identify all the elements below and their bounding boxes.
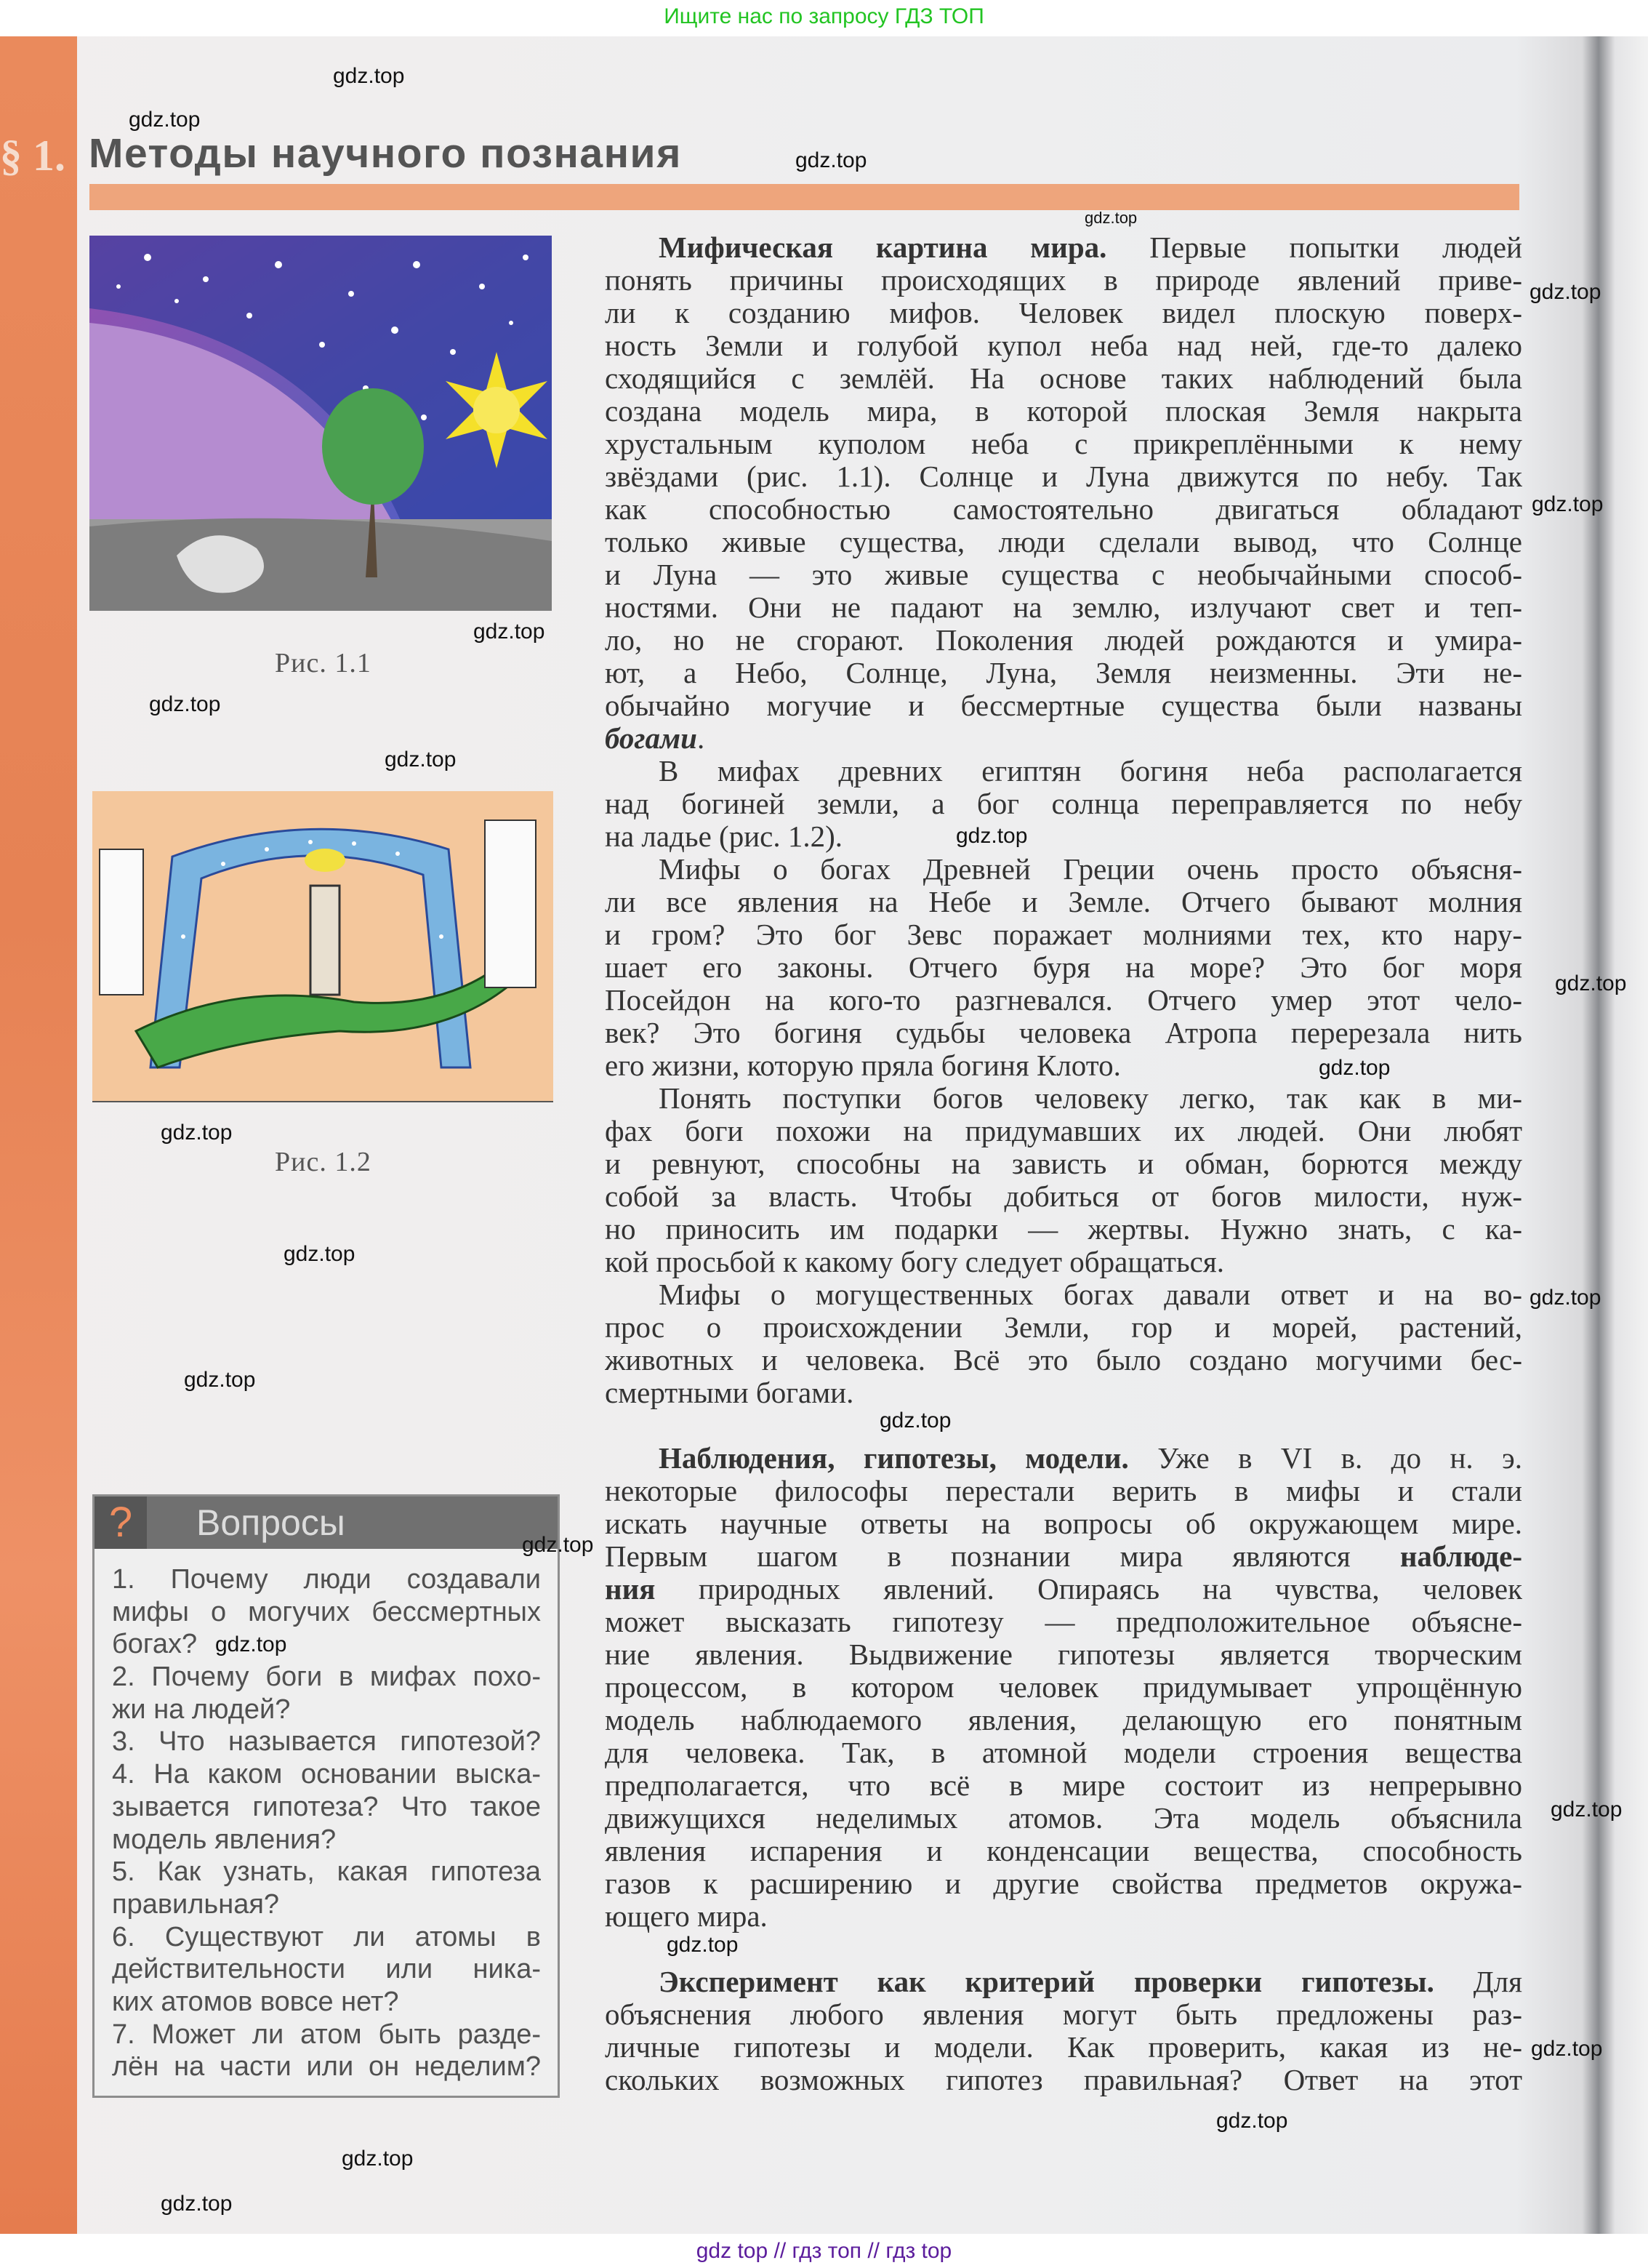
- text-line: [605, 755, 1522, 788]
- text-segment: на ладье (рис. 1.2).: [605, 820, 843, 853]
- text-line: [605, 1900, 1522, 1933]
- question-line: 1. Почему люди создавали: [112, 1564, 541, 1595]
- watermark-text: gdz.top: [1319, 1056, 1391, 1080]
- text-segment: может высказать гипотезу — предположительное объясне-: [605, 1606, 1522, 1638]
- text-line: [605, 526, 1522, 558]
- question-line: жи на людей?: [112, 1694, 291, 1725]
- text-segment: .: [696, 722, 705, 755]
- paragraph-gap: [605, 1409, 1522, 1442]
- text-segment: сходящийся с землёй. На основе таких наблюдений была: [605, 362, 1522, 395]
- text-line: [605, 1704, 1522, 1736]
- watermark-text: gdz.top: [1530, 1286, 1601, 1310]
- text-segment: ло, но не сгорают. Поколения людей рождаются и умира-: [605, 624, 1522, 657]
- text-line: [605, 1147, 1522, 1180]
- question-line: правильная?: [112, 1888, 280, 1920]
- question-line: богах?: [112, 1629, 198, 1660]
- question-line: действительности или ника-: [112, 1954, 541, 1985]
- text-segment: Посейдон на кого-то разгневался. Отчего умер этот чело-: [605, 984, 1522, 1017]
- text-segment: Понять поступки богов человеку легко, так как в ми-: [659, 1082, 1522, 1115]
- watermark-text: gdz.top: [1551, 1798, 1623, 1822]
- watermark-text: gdz.top: [956, 824, 1028, 848]
- questions-box: [92, 1494, 560, 2098]
- text-line: [605, 1213, 1522, 1246]
- text-segment: но приносить им подарки — жертвы. Нужно знать, с ка-: [605, 1213, 1522, 1246]
- text-line: [605, 395, 1522, 428]
- question-line: 6. Существуют ли атомы в: [112, 1921, 541, 1952]
- text-line: [605, 1540, 1522, 1573]
- text-line: [605, 1442, 1522, 1475]
- text-segment: движущихся неделимых атомов. Эта модель объяснила: [605, 1802, 1522, 1835]
- text-segment: природных явлений. Опираясь на чувства, человек: [655, 1573, 1522, 1606]
- text-line: [605, 1017, 1522, 1049]
- text-line: [605, 624, 1522, 657]
- orange-side-strip: [0, 36, 77, 2234]
- question-line: 7. Может ли атом быть разде-: [112, 2019, 541, 2050]
- text-line: [605, 1736, 1522, 1769]
- watermark-text: gdz.top: [1216, 2109, 1288, 2133]
- emphasis-text: Мифическая картина мира.: [659, 231, 1107, 264]
- figure-1-2-image: [92, 791, 553, 1102]
- text-line: [605, 1377, 1522, 1409]
- text-line: [605, 853, 1522, 886]
- text-segment: шает его законы. Отчего буря на море? Это бог моря: [605, 951, 1522, 984]
- text-line: [605, 1246, 1522, 1278]
- text-line: [605, 1769, 1522, 1802]
- emphasis-text: Наблюдения, гипотезы, модели.: [659, 1442, 1129, 1475]
- text-segment: только живые существа, люди сделали вывод, что Солнце: [605, 526, 1522, 558]
- emphasis-text: ния: [605, 1573, 656, 1606]
- text-segment: век? Это богиня судьбы человека Атропа перерезала нить: [605, 1017, 1522, 1049]
- text-segment: прос о происхождении Земли, гор и морей, растений,: [605, 1311, 1522, 1344]
- text-line: [605, 1507, 1522, 1540]
- text-segment: собой за власть. Чтобы добиться от богов милости, нуж-: [605, 1180, 1522, 1213]
- text-segment: понять причины происходящих в природе явлений приве-: [605, 264, 1522, 297]
- figure-1-2-caption: Рис. 1.2: [275, 1147, 371, 1177]
- question-line: зывается гипотеза? Что такое: [112, 1791, 541, 1822]
- main-text-column: [605, 231, 1522, 2096]
- question-line: 4. На каком основании выска-: [112, 1759, 541, 1790]
- questions-list: [112, 1563, 541, 2083]
- question-line: мифы о могучих бессмертных: [112, 1596, 541, 1627]
- text-line: [605, 460, 1522, 493]
- text-segment: ность Земли и голубой купол неба над ней, где-то далеко: [605, 329, 1522, 362]
- text-line: [605, 1671, 1522, 1704]
- question-line: 3. Что называется гипотезой?: [112, 1726, 541, 1758]
- text-line: [605, 231, 1522, 264]
- watermark-text: gdz.top: [473, 620, 545, 644]
- figure-1-1-image: [89, 236, 552, 611]
- paragraph-gap: [605, 1933, 1522, 1966]
- text-segment: фах боги похожи на придумавших их людей. Они любят: [605, 1115, 1522, 1147]
- text-line: [605, 1082, 1522, 1115]
- text-line: [605, 2031, 1522, 2064]
- watermark-text: gdz.top: [880, 1409, 952, 1432]
- text-segment: и Луна — это живые существа с необычайными способ-: [605, 558, 1522, 591]
- text-segment: ли к созданию мифов. Человек видел плоскую поверх-: [605, 297, 1522, 329]
- text-line: [605, 1311, 1522, 1344]
- question-line: 5. Как узнать, какая гипотеза: [112, 1856, 541, 1888]
- text-line: [605, 1606, 1522, 1638]
- text-line: [605, 1638, 1522, 1671]
- text-segment: кой просьбой к какому богу следует обращаться.: [605, 1246, 1224, 1278]
- watermark-text: gdz.top: [522, 1533, 594, 1557]
- text-segment: создана модель мира, в которой плоская Земля накрыта: [605, 395, 1522, 428]
- watermark-text: gdz.top: [795, 148, 867, 172]
- text-line: [605, 428, 1522, 460]
- text-segment: газов к расширению и другие свойства предметов окружа-: [605, 1867, 1522, 1900]
- text-line: [605, 722, 1522, 755]
- questions-header: [95, 1496, 558, 1549]
- text-segment: и ревнуют, способны на зависть и обман, борются между: [605, 1147, 1522, 1180]
- watermark-text: gdz.top: [129, 108, 201, 132]
- text-line: [605, 788, 1522, 820]
- watermark-text: gdz.top: [184, 1368, 256, 1392]
- text-segment: предполагается, что всё в мире состоит из непрерывно: [605, 1769, 1522, 1802]
- text-segment: хрустальным куполом неба с прикреплёнными к нему: [605, 428, 1522, 460]
- watermark-text: gdz.top: [667, 1933, 739, 1957]
- watermark-text: gdz.top: [215, 1632, 287, 1656]
- text-segment: искать научные ответы на вопросы об окружающем мире.: [605, 1507, 1522, 1540]
- text-segment: как способностью самостоятельно двигаться обладают: [605, 493, 1522, 526]
- text-segment: животных и человека. Всё это было создано могучими бес-: [605, 1344, 1522, 1377]
- text-segment: личные гипотезы и модели. Как проверить, какая из не-: [605, 2031, 1522, 2064]
- questions-title: Вопросы: [196, 1502, 345, 1543]
- text-line: [605, 558, 1522, 591]
- text-line: [605, 1867, 1522, 1900]
- text-segment: модель наблюдаемого явления, делающую его понятным: [605, 1704, 1522, 1736]
- text-segment: объяснения любого явления могут быть предложены раз-: [605, 1998, 1522, 2031]
- text-line: [605, 1475, 1522, 1507]
- text-segment: скольких возможных гипотез правильная? Ответ на этот: [605, 2064, 1522, 2096]
- text-line: [605, 329, 1522, 362]
- text-segment: Мифы о могущественных богах давали ответ и на во-: [659, 1278, 1522, 1311]
- question-line: модель явления?: [112, 1824, 337, 1855]
- text-line: [605, 820, 1522, 853]
- text-segment: смертными богами.: [605, 1377, 854, 1409]
- text-segment: над богиней земли, а бог солнца переправляется по небу: [605, 788, 1522, 820]
- text-segment: обычайно могучие и бессмертные существа были названы: [605, 689, 1522, 722]
- bottom-footer: [0, 2234, 1648, 2268]
- text-segment: ли все явления на Небе и Земле. Отчего бывают молния: [605, 886, 1522, 918]
- text-segment: и гром? Это бог Зевс поражает молниями тех, кто нару-: [605, 918, 1522, 951]
- watermark-text: gdz.top: [385, 748, 457, 772]
- text-line: [605, 1966, 1522, 1998]
- watermark-text: gdz.top: [161, 1121, 233, 1145]
- text-segment: процессом, в котором человек придумывает упрощённую: [605, 1671, 1522, 1704]
- emphasis-text: наблюде-: [1399, 1540, 1522, 1573]
- text-segment: звёздами (рис. 1.1). Солнце и Луна движутся по небу. Так: [605, 460, 1522, 493]
- emphasis-text: богами: [605, 722, 697, 755]
- text-line: [605, 591, 1522, 624]
- text-line: [605, 1278, 1522, 1311]
- text-line: [605, 951, 1522, 984]
- text-line: [605, 1998, 1522, 2031]
- text-segment: Уже в VI в. до н. э.: [1128, 1442, 1522, 1475]
- text-line: [605, 984, 1522, 1017]
- watermark-text: gdz.top: [161, 2192, 233, 2216]
- text-line: [605, 1180, 1522, 1213]
- text-segment: для человека. Так, в атомной модели строения вещества: [605, 1736, 1522, 1769]
- emphasis-text: Эксперимент как критерий проверки гипотезы.: [659, 1966, 1434, 1998]
- text-line: [605, 297, 1522, 329]
- watermark-text: gdz.top: [284, 1242, 355, 1266]
- text-line: [605, 1115, 1522, 1147]
- watermark-text: gdz.top: [333, 64, 405, 88]
- watermark-text: gdz.top: [1555, 971, 1627, 995]
- text-segment: Мифы о богах Древней Греции очень просто объясня-: [659, 853, 1522, 886]
- text-line: [605, 689, 1522, 722]
- text-segment: ние явления. Выдвижение гипотезы является творческим: [605, 1638, 1522, 1671]
- text-line: [605, 886, 1522, 918]
- page-title: Методы научного познания: [89, 130, 682, 177]
- text-line: [605, 918, 1522, 951]
- text-line: [605, 493, 1522, 526]
- figure-1-1-caption: Рис. 1.1: [275, 648, 371, 678]
- text-segment: некоторые философы перестали верить в мифы и стали: [605, 1475, 1522, 1507]
- banner-text: Ищите нас по запросу ГДЗ ТОП: [664, 4, 984, 28]
- text-line: [605, 657, 1522, 689]
- watermark-text: gdz.top: [1530, 280, 1601, 304]
- text-segment: Для: [1434, 1966, 1522, 1998]
- text-segment: явления испарения и конденсации вещества, способность: [605, 1835, 1522, 1867]
- text-segment: Первые попытки людей: [1106, 231, 1522, 264]
- question-line: ких атомов вовсе нет?: [112, 1986, 399, 2017]
- footer-text: gdz top // гдз топ // гдз top: [696, 2239, 952, 2263]
- text-segment: Первым шагом в познании мира являются: [605, 1540, 1400, 1573]
- text-segment: его жизни, которую пряла богиня Клото.: [605, 1049, 1121, 1082]
- question-mark-icon: ?: [95, 1496, 147, 1549]
- text-line: [605, 264, 1522, 297]
- text-line: [605, 1802, 1522, 1835]
- watermark-text: gdz.top: [1532, 492, 1604, 516]
- text-segment: ют, а Небо, Солнце, Луна, Земля неизменны. Эти не-: [605, 657, 1522, 689]
- question-line: лён на части или он неделим?: [112, 2051, 541, 2083]
- text-line: [605, 2064, 1522, 2096]
- text-line: [605, 1344, 1522, 1377]
- watermark-text: gdz.top: [1085, 209, 1138, 227]
- top-banner: [0, 0, 1648, 36]
- text-line: [605, 1835, 1522, 1867]
- text-line: [605, 362, 1522, 395]
- watermark-text: gdz.top: [342, 2147, 414, 2171]
- text-segment: ностями. Они не падают на землю, излучают свет и теп-: [605, 591, 1522, 624]
- title-underline-bar: [89, 184, 1519, 210]
- question-line: 2. Почему боги в мифах похо-: [112, 1662, 541, 1693]
- section-number: § 1.: [0, 132, 65, 180]
- watermark-text: gdz.top: [149, 692, 221, 716]
- text-segment: В мифах древних египтян богиня неба располагается: [659, 755, 1522, 788]
- text-line: [605, 1573, 1522, 1606]
- text-segment: ющего мира.: [605, 1900, 768, 1933]
- watermark-text: gdz.top: [1531, 2037, 1603, 2061]
